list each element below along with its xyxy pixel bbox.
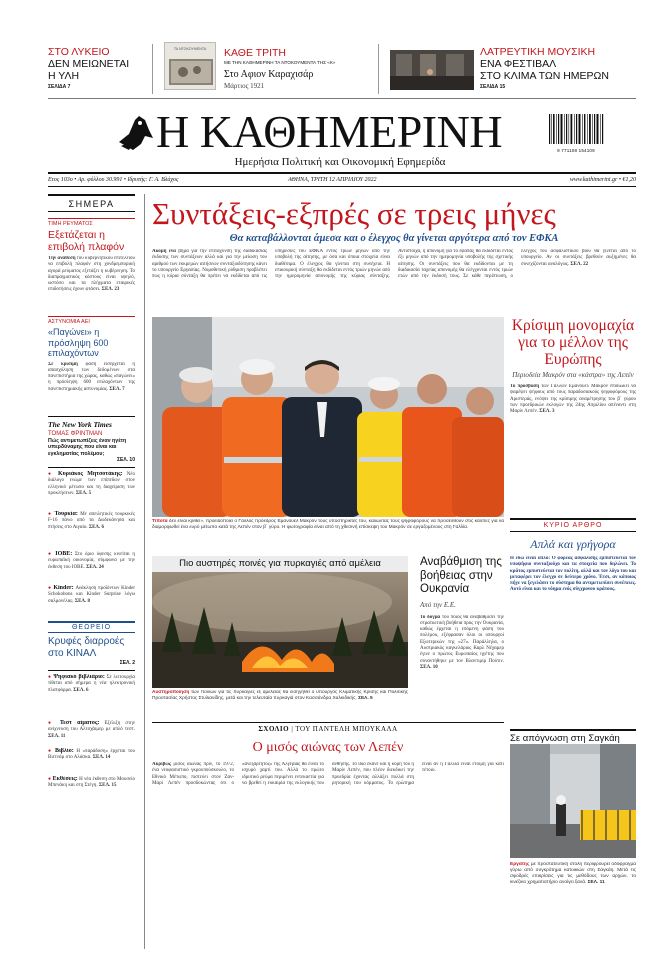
bullet-text: Στο όριο ύφεσης κινείται η ευρωπαϊκή οικονομία, σύμφωνα με την έκθεση του ΙΟΒΕ. — [48, 552, 135, 570]
caption-page: ΣΕΛ. 11 — [587, 880, 605, 885]
fires-caption — [152, 690, 408, 716]
bullet-title: Τεστ αίματος: — [59, 720, 100, 726]
sidebar — [48, 194, 135, 949]
shanghai-photo — [510, 744, 636, 858]
teaser-center-sub: ΜΕ ΤΗΝ ΚΑΘΗΜΕΡΙΝΗ ΤΑ ΝΤΟΚΟΥΜΕΝΤΑ ΤΗΣ «Κ» — [224, 60, 336, 65]
bullet-title: ΙΟΒΕ: — [55, 551, 73, 557]
column-lead-in: Ακριβώς — [152, 762, 172, 767]
sidebar-header — [48, 194, 135, 212]
teaser-center-name: Στο Αφιον Καραχισάρ — [224, 69, 314, 80]
teaser-left-line3: Η ΥΛΗ — [48, 70, 80, 82]
dateline-rule-bottom — [48, 186, 636, 187]
teaser-left-line1: ΣΤΟ ΛΥΚΕΙΟ — [48, 46, 110, 58]
bullet-text: Εξέλιξη στην ανίχνευση του Αλτσχάιμερ με απλό τεστ. — [48, 721, 135, 733]
macron-deck: Περιοδεία Μακρόν στα «κάστρα» της Λεπέν — [512, 371, 634, 379]
lead-deck: Θα καταβάλλονται άμεσα και ο έλεγχος θα γίνεται αργότερα από τον ΕΦΚΑ — [229, 233, 559, 244]
bullet-page: ΣΕΛ. 14 — [92, 755, 111, 761]
barcode — [548, 114, 604, 153]
column-kicker: ΣΧΟΛΙΟ — [258, 725, 290, 733]
fires-headline[interactable]: Πιο αυστηρές ποινές για πυρκαγιές από αμέλεια — [152, 556, 408, 572]
macron-lead-in: Το πρόσβαση — [510, 384, 540, 389]
teaser-left-page: ΣΕΛΙΔΑ 7 — [48, 84, 71, 90]
issue-number: Αρ. φύλλου 30.991 — [77, 177, 123, 183]
bullet-item[interactable]: ● Βιβλίο: Η «παράδοση» έρχεται του Βιετνάμ στο Αλάσκα. ΣΕΛ. 14 — [48, 748, 135, 761]
caption-page: ΣΕΛ. 5 — [358, 696, 373, 701]
bullet-text: Σε λειτουργία τίθεται από σήμερα η νέα ηλεκτρονική πλατφόρμα. — [48, 675, 135, 693]
theoreio-page: ΣΕΛ. 2 — [119, 660, 135, 666]
ukraine-story[interactable] — [420, 556, 504, 711]
story-page: ΣΕΛ. 23 — [101, 287, 120, 293]
bullet-item[interactable]: ● Ψηφιακό βιβλιάριο: Σε λειτουργία τίθεται από σήμερα η νέα ηλεκτρονική πλατφόρμα. ΣΕΛ. 6 — [48, 674, 135, 693]
bullet-text: Νέο διάλογο ενώμε των επίπεδων στον ελληνικό μέτωπο και τη διαχείριση των προκλήσεων. — [48, 472, 135, 496]
nyt-author: ΤΟΜΑΣ ΦΡΙΝΤΜΑΝ — [48, 430, 103, 437]
lead-headline[interactable]: Συντάξεις-εξπρές σε τρεις μήνες — [152, 196, 556, 231]
ukraine-lead-in: Το δόγμα — [420, 614, 441, 620]
ukraine-headline: Αναβάθμιση της βοήθειας στην Ουκρανία — [420, 556, 502, 595]
column-body — [152, 762, 504, 948]
teaser-center-title: ΚΑΘΕ ΤΡΙΤΗ — [224, 47, 287, 59]
opinion-body: Η εδώ είναι απλό: Ο φορέας ασφάλισης εμπιστεύεται τον υποψήφιο συνταξιούχο και τα στοιχεία που δηλώνει. Το κράτος εμπιστεύεται τον πολίτη, αλλά και τον λόγο του και μεταφέρει τον έλεγχο σε δεύτερο χρόνο. Έτσι, αν κάποιος πήγε να ξεγελάσει το σύστημα θα αντιμετωπίσει συνέπειες. Αυτό είναι και το νόημα ενός σύγχρονου κράτους. — [510, 556, 636, 593]
bullet-text: Με απειλητικές τουρκικές F-16 πάνω από τα Δωδεκάνησα και πτήσεις στο Αιγαίο. — [48, 512, 135, 530]
column-title[interactable]: Ο μισός αιώνας των Λεπέν — [252, 740, 404, 755]
bullet-text: Η «παράδοση» έρχεται του Βιετνάμ στο Αλάσκα. — [48, 749, 135, 761]
dateline: ΑΘΗΝΑ, ΤΡΙΤΗ 12 ΑΠΡΙΛΙΟΥ 2022 — [288, 177, 377, 183]
column-byline: ΣΧΟΛΙΟ | ΤΟΥ ΠΑΝΤΕΛΗ ΜΠΟΥΚΑΛΑ — [258, 725, 398, 733]
nyt-title: Πώς αντιμετωπίζεις έναν ηγέτη υπερδύναμης που είναι και εγκληματίας πολέμου; — [48, 437, 127, 457]
teaser-right[interactable] — [480, 46, 640, 90]
story-kicker: ΑΣΤΥΝΟΜΙΑ ΑΕΙ — [48, 316, 135, 325]
bullet-page: ΣΕΛ. 15 — [98, 783, 117, 789]
bullet-title: Κυριάκος Μητσοτάκης: — [57, 471, 123, 477]
teaser-divider — [152, 44, 153, 94]
lead-text: βήμα για την επιτάχυνση της διαδικασίας έκδοσης των συντάξεων αλλά και για την μείωση του αριθμού των εκκρεμών αιτήσεων συνταξιοδότησης κάνει το υπουργείο Εργασίας. Νομοθετική ρύθμιση προβλέπει πως η κύρια σύνταξη θα πρέπει να εκδίδεται από τις υπηρεσίες του ΕΦΚΑ εντός τριών μηνών από την υποβολή της αίτησης, με όσα και όποια στοιχεία είναι διαθέσιμα. Ο έλεγχος θα γίνεται στη συνέχεια. Η επικουρική σύνταξη θα εκδίδεται εντός τριών μηνών από την ημερομηνία απονομής της κύριας σύνταξης. Αντίστοιχα, η απονομή για το εφάπαξ θα εκδίδεται εντός έξι μηνών από την ημερομηνία υποβολής της σχετικής αίτησης. Οι συντάξεις που θα εκδίδονται με τη διαδικασία ταχείας απονομής θα ελέγχονται εντός τριών ετών από την έκδοσή τους. Σε κάθε περίπτωση, ο έλεγχος του ασφαλιστικού βίου θα γίνεται από το υπουργείο. Αν οι συντάξεις βρεθούν αυξημένες θα συνεχίζονται αναλόγως. — [152, 249, 636, 280]
nyt-logo: The New York Times — [48, 419, 112, 429]
masthead-title: Η ΚΑΘΗΜΕΡΙΝΗ — [156, 106, 503, 157]
column-rule — [152, 722, 504, 723]
bullet-item[interactable]: ● Εκθέσεις: Η νέα έκθεση στο Μουσείο Μπενάκη και στη Στέγη. ΣΕΛ. 15 — [48, 776, 135, 789]
teaser-right-line2: ΕΝΑ ΦΕΣΤΙΒΑΛ — [480, 58, 557, 70]
theoreio-title: Κρυφές διαρροές στο ΚΙΝΑΛ — [48, 636, 125, 659]
macron-page: ΣΕΛ. 3 — [539, 409, 555, 415]
story-text: του κυβερνητικού επιτελείου να επιβολή πλαφόν στη χονδρεμπορική αγορά ρεύματος εξετάζει η κυβέρνηση. Το διαπραγματικός κόστους είναι υψηλό, ωστόσο και τα πλήγματα εταιρικές επιδοτήσεις έχουν φτάσει. — [48, 256, 135, 293]
story-title: «Παγώνει» η πρόσληψη 600 επιλαχόντων — [48, 327, 109, 358]
sidebar-divider — [144, 194, 145, 949]
story-kicker: ΤΙΜΗ ΡΕΥΜΑΤΟΣ — [48, 218, 135, 227]
story-lead: Σε κρίσιμη — [48, 361, 78, 367]
bullet-page: ΣΕΛ. 6 — [73, 687, 89, 693]
story-lead: Την ανάθεση — [48, 256, 76, 261]
story-page: ΣΕΛ. 7 — [109, 386, 125, 392]
ukraine-text: του ποιος θα αναβαθμίσει την στρατιωτική βοήθεια προς την Ουκρανία, καθώς έρχεται η επόμενη φάση του πολέμου, εξέφρασαν όλοι οι υπουργοί Εξωτερικών της «27». Παράλληλα, ο Αυστριακός καγκελάριος Καρλ Νέχαμερ έγινε ο πρώτος Ευρωπαίος ηγέτης που συναντήθηκε με τον Βλαντιμίρ Πούτιν. — [420, 614, 504, 664]
bullet-title: Τουρκία: — [54, 511, 78, 517]
opinion-title: Απλά και γρήγορα — [530, 537, 616, 551]
bullet-item[interactable]: ● ΙΟΒΕ: Στο όριο ύφεσης κινείται η ευρωπαϊκή οικονομία, σύμφωνα με την έκθεση του ΙΟΒΕ. ΣΕΛ. 24 — [48, 551, 135, 570]
sidebar-bullets-2 — [48, 670, 135, 802]
teaser-divider — [378, 44, 379, 94]
sidebar-nyt[interactable] — [48, 416, 135, 464]
sidebar-header-label: ΣΗΜΕΡΑ — [68, 199, 115, 209]
ukraine-deck: Από την Ε.Ε. — [420, 600, 456, 609]
bullet-title: Βιβλίο: — [54, 748, 74, 754]
teaser-right-line1: ΛΑΤΡΕΥΤΙΚΗ ΜΟΥΣΙΚΗ — [480, 46, 596, 58]
caption-text: δεν είναι κριθεί», προειδοποιεί ο Γάλλος πρόεδρος Εμανουέλ Μακρόν τους υποστηρικτές του, καλώντας τους ψηφοφόρους να προσέλθουν στις κάλπες για να διαμορφωθεί ένα ευρύ μέτωπο κατά της Λεπέν στον β΄ γύρο. Η φωτογραφία είναι από τη χθεσινή επίσκεψη του Μακρόν σε εργαζομένους στη Γαλλία. — [152, 519, 504, 530]
teaser-left[interactable] — [48, 46, 148, 90]
macron-text: των Γάλλων Εμανουέλ Μακρόν επιδιώκει να ψαρέψει ψήφους από τους παραδοσιακούς ψηφοφόρους της Αριστεράς, ενόψει της κρίσιμης αναμέτρησης του β΄ γύρου των προεδρικών εκλογών της 24ης Απριλίου απέναντι στη Μαρίν Λεπέν. — [510, 384, 636, 415]
caption-lead: Εργάτης — [510, 862, 530, 867]
opinion-box[interactable] — [510, 518, 636, 696]
sidebar-story-police[interactable] — [48, 316, 135, 412]
ukraine-page: ΣΕΛ. 10 — [420, 664, 438, 670]
founder: Ιδρυτής: Γ. Α. Βλάχος — [127, 177, 179, 183]
lead-page: ΣΕΛ. 22 — [570, 261, 589, 267]
caption-lead: Αυστηροποίηση — [152, 690, 190, 695]
masthead-subtitle: Ημερήσια Πολιτική και Οικονομική Εφημερίδα — [234, 156, 446, 168]
price: €1,20 — [622, 177, 636, 183]
festival-photo — [390, 50, 474, 90]
story-text: φάση εισέρχεται η απασχόληση των δεδομένων στα πανεπιστήμια της χώρας, καθώς «παγώνει» η πρόσληψη 600 επιλαχόντων της πανεπιστημιακής αστυνομίας. — [48, 361, 135, 392]
sidebar-story-power[interactable] — [48, 218, 135, 312]
teaser-center-date: Μάρτιος 1921 — [224, 82, 265, 90]
lead-body — [152, 249, 636, 301]
bullet-text: Ανάκληση προϊόντων Kinder Schokobons και Kinder Surprise λόγω σαλμονέλας. — [48, 586, 135, 604]
lead-lead-in: Ακόμη ένα — [152, 249, 176, 254]
column-text: μισός αιώνας πριν, το 1972, ένα νεοφασιστικό γκρουπούσκουλο, το Εθνικό Μέτωπο, πιστεύει στον Ζαν-Μαρί Λεπέν προσδοκώντας ότι ο «ανεξάρτητος» της Αλγερίας θα είναι το ισχυρό χαρτί του. Αλλά το πρώτο ιδρυτικό ρεύμα περιμένει εντεκαετία για να βρεθεί η ευκαιρία της εκλογικής του άνθησης. Το ίδιο έκανε και η κόρη του η Μαρίν Λεπέν, που πλέον διεκδικεί την προεδρία έχοντας αλλάξει πολλά στη ρητορική του κόμματος. Το ερώτημα είναι αν η Γαλλία είναι έτοιμη για κάτι τέτοιο. — [152, 762, 504, 786]
sidebar-theoreio[interactable] — [48, 621, 135, 666]
ukraine-body — [420, 615, 504, 711]
macron-photo — [152, 317, 504, 517]
macron-photo-caption — [152, 519, 504, 539]
story-title: Εξετάζεται η επιβολή πλαφόν — [48, 229, 125, 253]
shanghai-caption — [510, 862, 636, 948]
barcode-number: 9 771108 154109 — [557, 148, 595, 153]
macron-story[interactable] — [510, 317, 636, 456]
bullet-page: ΣΕΛ. 11 — [48, 733, 66, 739]
bullet-item[interactable]: ● Τεστ αίματος: Εξέλιξη στην ανίχνευση του Αλτσχάιμερ με απλό τεστ. ΣΕΛ. 11 — [48, 720, 135, 739]
teaser-bottom-rule — [48, 98, 636, 99]
year: Ετος 103ο — [48, 177, 73, 183]
caption-text: των ποινών για τις πυρκαγιές εξ αμελείας θα εισηγηθεί ο υπουργός Κλιματικής Κρίσης και Πολιτικής Προστασίας Χρήστος Στυλιανίδης, μετά και την τελευταία πυρκαγιά στον Κασσάνδρα Χαλκιδικής. — [152, 690, 408, 701]
bullet-page: ΣΕΛ. 24 — [86, 564, 104, 570]
bullet-item[interactable]: ● Τουρκία: Με απειλητικές τουρκικές F-16 πάνω από τα Δωδεκάνησα και πτήσεις στο Αιγαίο. ΣΕΛ. 6 — [48, 511, 135, 530]
caption-lead: Τίποτα — [152, 519, 168, 524]
book-label: ΤΑ ΝΤΟΚΟΥΜΕΝΤΑ — [173, 47, 207, 51]
opinion-header: ΚΥΡΙΟ ΑΡΘΡΟ — [510, 518, 636, 532]
bullet-title: Kinder: — [53, 585, 74, 591]
teaser-center[interactable] — [224, 47, 364, 90]
story-body — [48, 362, 135, 412]
macron-headline: Κρίσιμη μονομαχία για το μέλλον της Ευρώπης — [511, 317, 635, 368]
column-author: ΤΟΥ ΠΑΝΤΕΛΗ ΜΠΟΥΚΑΛΑ — [295, 725, 398, 733]
bullet-text: Η νέα έκθεση στο Μουσείο Μπενάκη και στη Στέγη. — [48, 777, 135, 789]
bullet-item[interactable]: ● Κυριάκος Μητσοτάκης: Νέο διάλογο ενώμε των επίπεδων στον ελληνικό μέτωπο και τη διαχείριση των προκλήσεων. ΣΕΛ. 5 — [48, 471, 135, 496]
bullet-page: ΣΕΛ. 8 — [74, 598, 91, 604]
bullet-page: ΣΕΛ. 6 — [88, 524, 105, 530]
teaser-left-line2: ΔΕΝ ΜΕΙΩΝΕΤΑΙ — [48, 58, 130, 70]
caption-text: με προστατευτική στολή περιφρουρεί οδόφραγμα γύρω από συγκρότημα κατοικιών στη Σαγκάη. Μετά τις σφοδρές επικρίσεις για τις μεθόδους των αρχών, το κινέζικο χρηματιστήριο ανοίγει ξανά. — [510, 862, 636, 885]
theoreio-header: ΘΕΩΡΕΙΟ — [48, 621, 135, 633]
bullet-title: Εκθέσεις: — [52, 776, 78, 782]
teaser-right-line3: ΣΤΟ ΚΛΙΜΑ ΤΩΝ ΗΜΕΡΩΝ — [480, 70, 609, 82]
shanghai-header[interactable]: Σε απόγνωση στη Σαγκάη — [510, 729, 636, 744]
fires-photo — [152, 572, 408, 688]
owl-logo — [115, 112, 157, 154]
macron-body — [510, 384, 636, 456]
bullet-item[interactable]: ● Kinder: Ανάκληση προϊόντων Kinder Schokobons και Kinder Surprise λόγω σαλμονέλας. ΣΕΛ. 8 — [48, 585, 135, 604]
nyt-page: ΣΕΛ. 10 — [116, 457, 135, 463]
bullet-page: ΣΕΛ. 5 — [75, 490, 92, 496]
website-link[interactable]: www.kathimerini.gr — [569, 177, 618, 183]
story-body — [48, 256, 135, 312]
dateline-rule-top — [48, 172, 636, 174]
book-cover-image — [164, 42, 216, 90]
bullet-title: Ψηφιακό βιβλιάριο: — [53, 674, 105, 680]
dateline-bar: Ετος 103ο • Αρ. φύλλου 30.991 • Ιδρυτής: Γ. Α. Βλάχος ΑΘΗΝΑ, ΤΡΙΤΗ 12 ΑΠΡΙΛΙΟΥ 2022 www.kathimerini.gr • €1,20 — [48, 177, 636, 183]
sidebar-bullets — [48, 467, 135, 617]
teaser-right-page: ΣΕΛΙΔΑ 15 — [480, 84, 506, 90]
